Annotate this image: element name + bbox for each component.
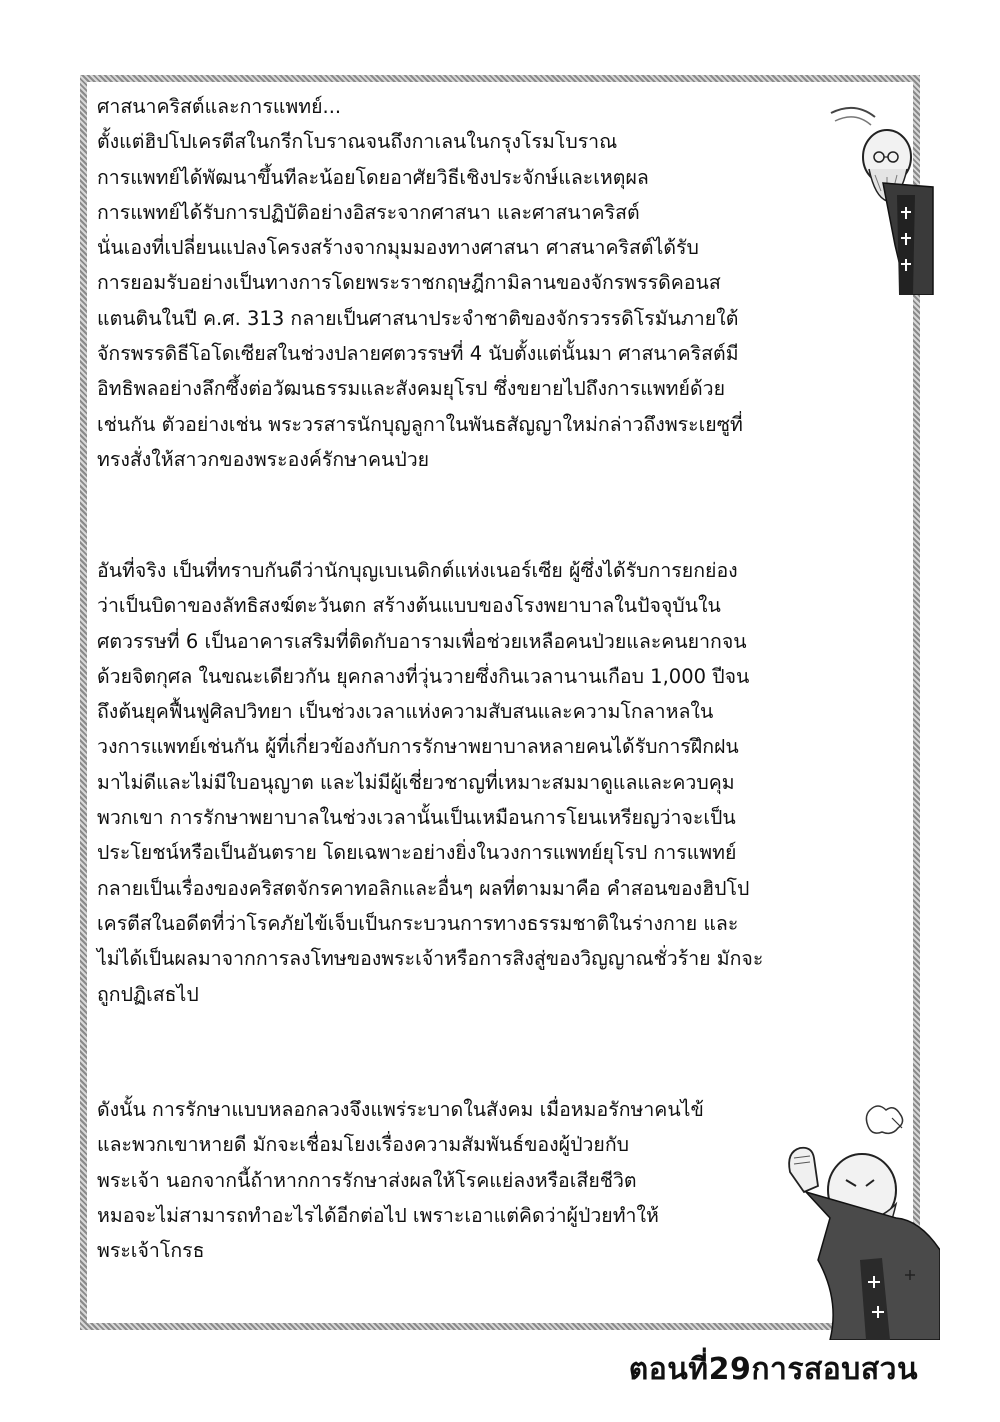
text-line: มาไม่ดีและไม่มีใบอนุญาต และไม่มีผู้เชี่ยวชาญที่เหมาะสมมาดูแลและควบคุม — [97, 770, 735, 794]
text-line: พวกเขา การรักษาพยาบาลในช่วงเวลานั้นเป็นเหมือนการโยนเหรียญว่าจะเป็น — [97, 806, 736, 830]
text-line: แตนตินในปี ค.ศ. 313 กลายเป็นศาสนาประจำชาติของจักรวรรดิโรมันภายใต้ — [97, 306, 739, 330]
text-line: อิทธิพลอย่างลึกซึ้งต่อวัฒนธรรมและสังคมยุโรป ซึ่งขยายไปถึงการแพทย์ด้วย — [97, 377, 725, 401]
text-line: การยอมรับอย่างเป็นทางการโดยพระราชกฤษฎีกามิลานของจักรพรรดิคอนส — [97, 271, 721, 295]
text-line: การแพทย์ได้พัฒนาขึ้นทีละน้อยโดยอาศัยวิธีเชิงประจักษ์และเหตุผล — [97, 165, 649, 189]
text-line: ตั้งแต่ฮิปโปเครตีสในกรีกโบราณจนถึงกาเลนในกรุงโรมโบราณ — [97, 130, 618, 154]
text-line: ดังนั้น การรักษาแบบหลอกลวงจึงแพร่ระบาดในสังคม เมื่อหมอรักษาคนไข้ — [97, 1098, 704, 1121]
chapter-title: ตอนที่29การสอบสวน — [628, 1352, 918, 1387]
text-line: วงการแพทย์เช่นกัน ผู้ที่เกี่ยวข้องกับการรักษาพยาบาลหลายคนได้รับการฝึกฝน — [97, 735, 739, 759]
text-line: และพวกเขาหายดี มักจะเชื่อมโยงเรื่องความสัมพันธ์ของผู้ป่วยกับ — [97, 1133, 630, 1157]
text-line: ประโยชน์หรือเป็นอันตราย โดยเฉพาะอย่างยิ่งในวงการแพทย์ยุโรป การแพทย์ — [97, 841, 737, 865]
text-line: ว่าเป็นบิดาของลัทธิสงฆ์ตะวันตก สร้างต้นแบบของโรงพยาบาลในปัจจุบันใน — [97, 594, 721, 618]
angry-monk-illustration-bottom — [770, 1100, 940, 1340]
text-line: นั่นเองที่เปลี่ยนแปลงโครงสร้างจากมุมมองทางศาสนา ศาสนาคริสต์ได้รับ — [97, 236, 699, 260]
text-line: หมอจะไม่สามารถทำอะไรได้อีกต่อไป เพราะเอาแต่คิดว่าผู้ป่วยทำให้ — [97, 1203, 659, 1227]
text-line: ทรงสั่งให้สาวกของพระองค์รักษาคนป่วย — [97, 447, 430, 471]
text-line: ถูกปฏิเสธไป — [97, 982, 199, 1006]
text-line: กลายเป็นเรื่องของคริสตจักรคาทอลิกและอื่นๆ ผลที่ตามมาคือ คำสอนของฮิปโป — [97, 876, 750, 900]
monk-illustration-top — [825, 95, 935, 295]
text-line: ถึงต้นยุคฟื้นฟูศิลปวิทยา เป็นช่วงเวลาแห่งความสับสนและความโกลาหลใน — [97, 700, 714, 724]
text-line: ไม่ได้เป็นผลมาจากการลงโทษของพระเจ้าหรือการสิงสู่ของวิญญาณชั่วร้าย มักจะ — [97, 947, 764, 971]
text-line: จักรพรรดิธีโอโดเซียสในช่วงปลายศตวรรษที่ 4 นับตั้งแต่นั้นมา ศาสนาคริสต์มี — [97, 342, 739, 366]
text-line: เช่นกัน ตัวอย่างเช่น พระวรสารนักบุญลูกาในพันธสัญญาใหม่กล่าวถึงพระเยซูที่ — [97, 412, 743, 436]
text-line: ศตวรรษที่ 6 เป็นอาคารเสริมที่ติดกับอารามเพื่อช่วยเหลือคนป่วยและคนยากจน — [97, 629, 747, 653]
text-line: พระเจ้าโกรธ — [97, 1239, 205, 1263]
text-line: อันที่จริง เป็นที่ทราบกันดีว่านักบุญเบเนดิกต์แห่งเนอร์เซีย ผู้ซึ่งได้รับการยกย่อง — [97, 559, 738, 582]
paragraph-3 — [97, 1092, 704, 1268]
text-line: ด้วยจิตกุศล ในขณะเดียวกัน ยุคกลางที่วุ่นวายซึ่งกินเวลานานเกือบ 1,000 ปีจน — [97, 664, 750, 688]
paragraph-2 — [97, 553, 763, 1012]
text-line: การแพทย์ได้รับการปฏิบัติอย่างอิสระจากศาสนา และศาสนาคริสต์ — [97, 200, 640, 224]
text-line: เครตีสในอดีตที่ว่าโรคภัยไข้เจ็บเป็นกระบวนการทางธรรมชาติในร่างกาย และ — [97, 911, 739, 935]
text-line: ศาสนาคริสต์และการแพทย์... — [97, 95, 342, 118]
text-line: พระเจ้า นอกจากนี้ถ้าหากการรักษาส่งผลให้โรคแย่ลงหรือเสียชีวิต — [97, 1168, 637, 1192]
paragraph-1 — [97, 89, 743, 477]
